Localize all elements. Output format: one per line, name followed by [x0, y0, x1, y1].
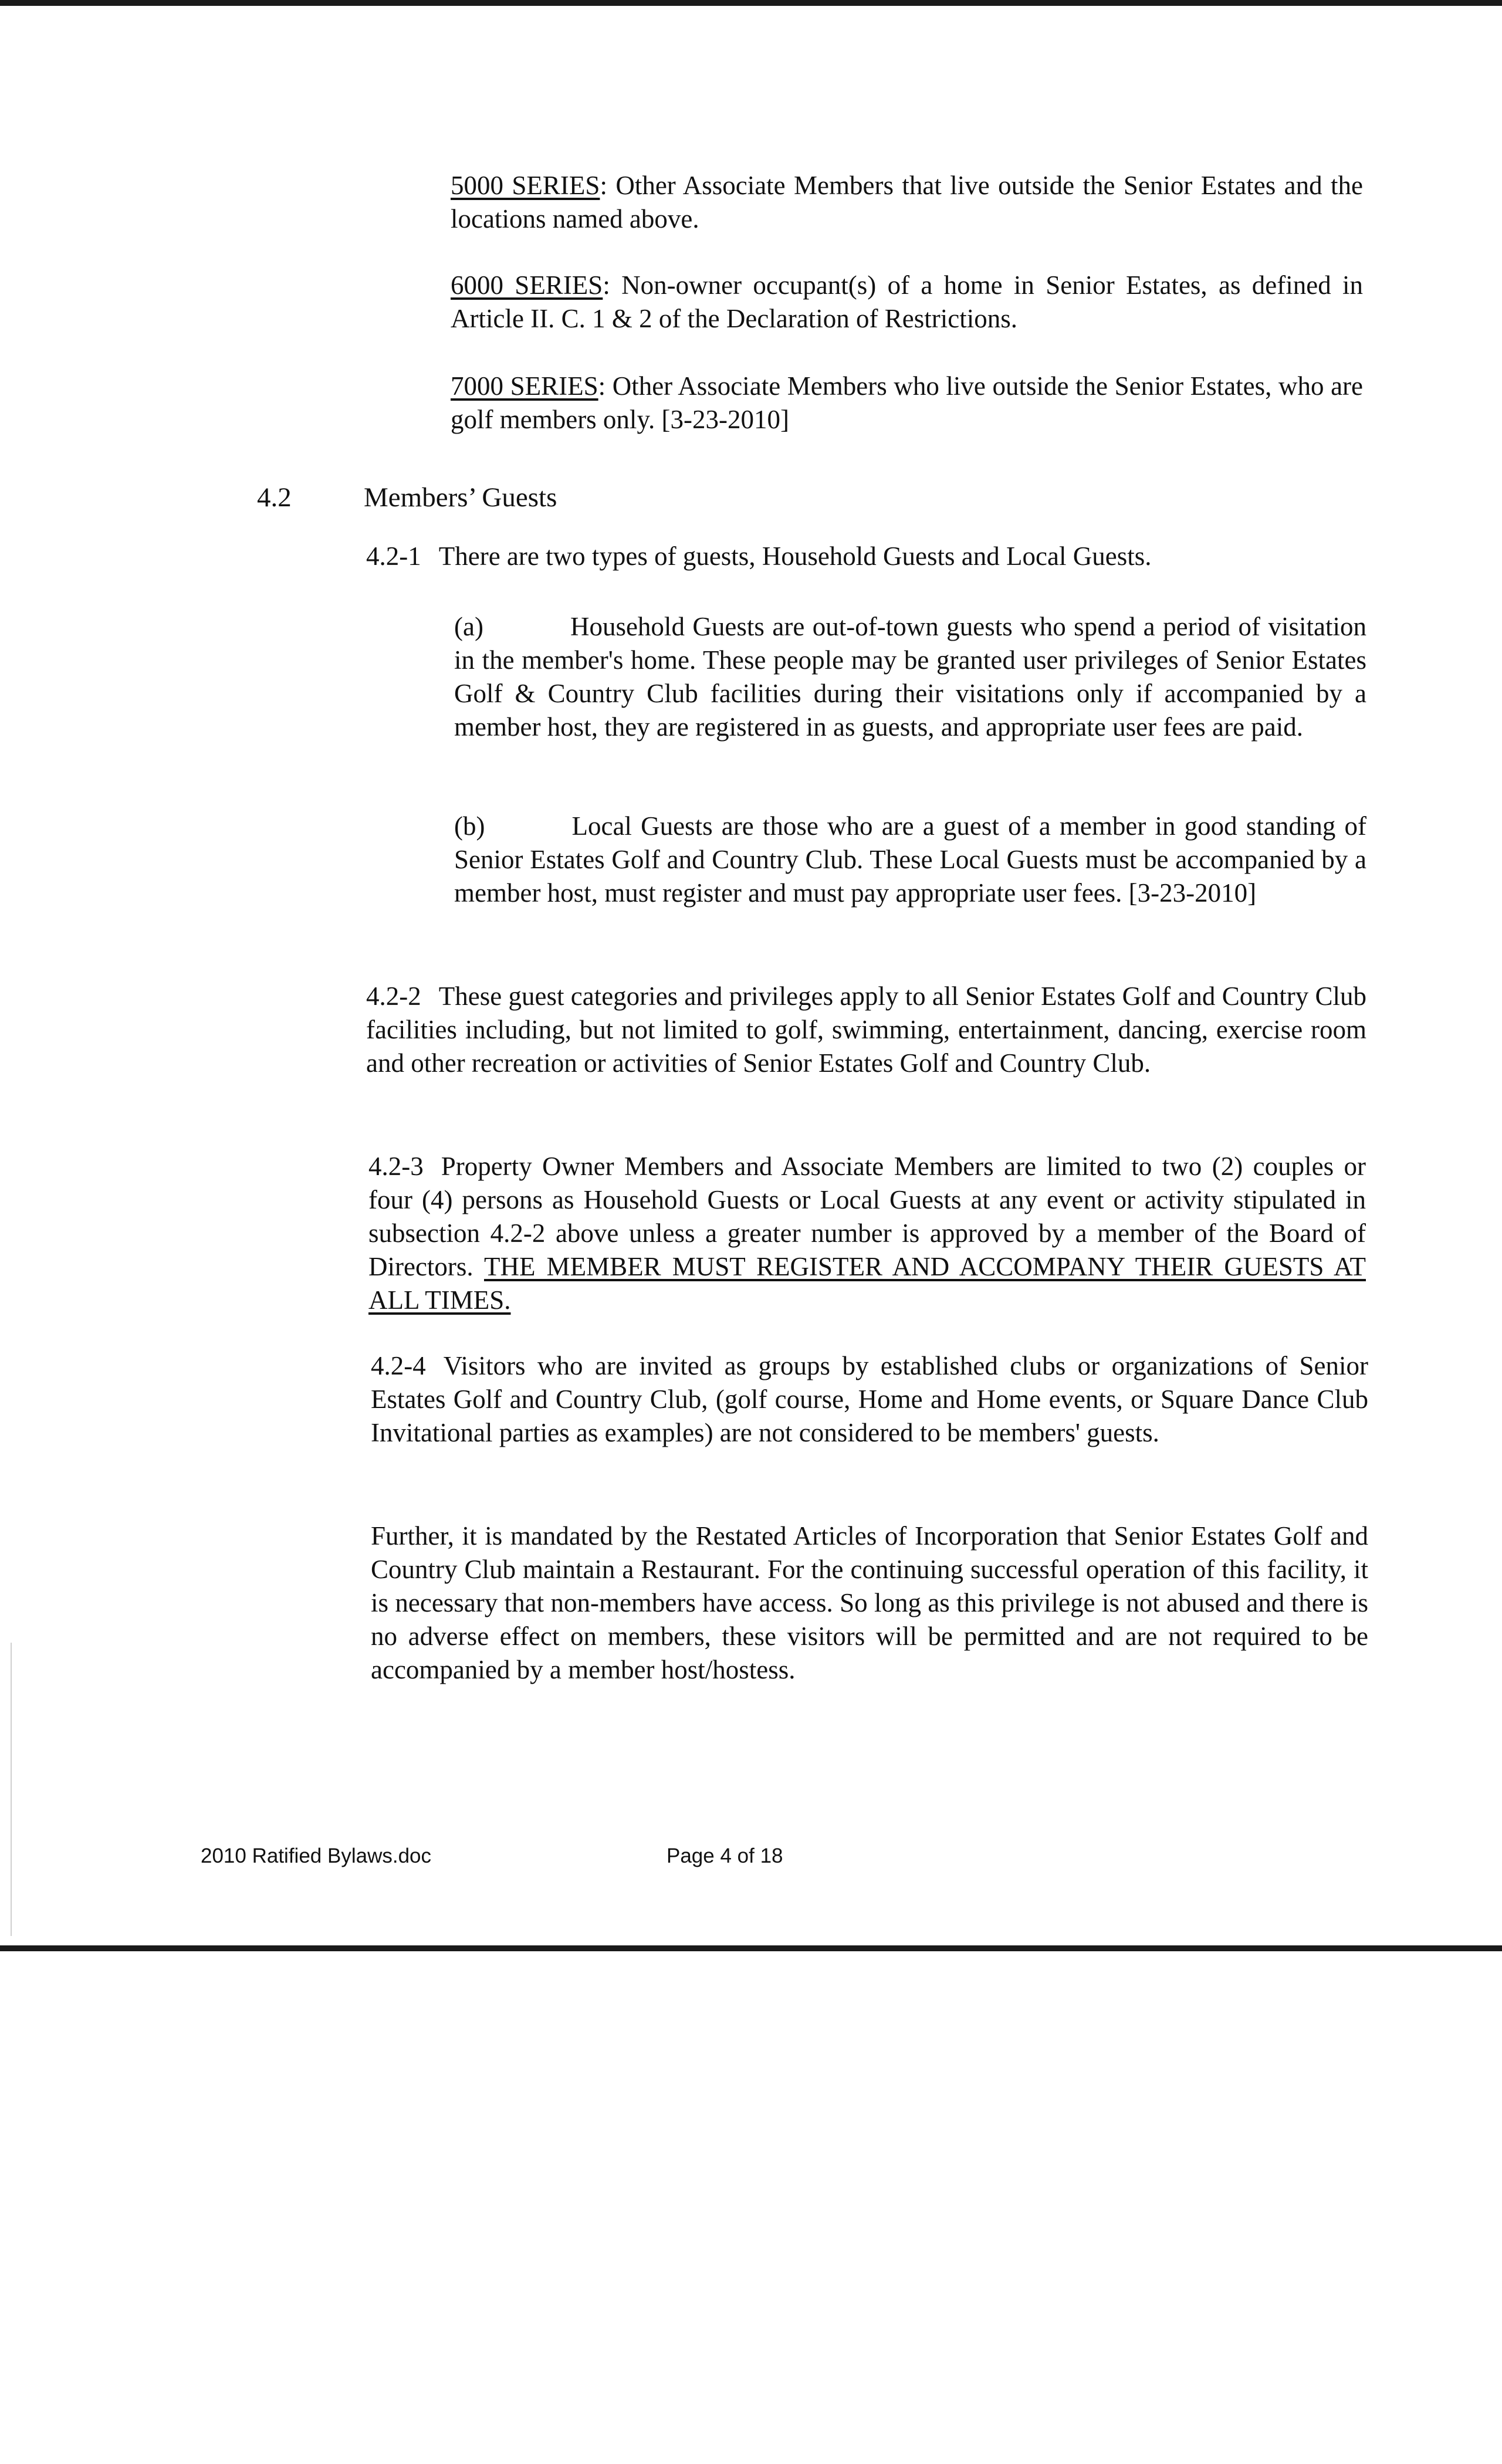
clause-b-marker: (b) [454, 811, 485, 841]
subsection-4-2-4-number: 4.2-4 [371, 1351, 426, 1380]
series-7000-label: 7000 SERIES [451, 371, 598, 401]
subsection-4-2-3-number: 4.2-3 [368, 1152, 424, 1181]
clause-a-marker: (a) [454, 612, 483, 641]
clause-a-text: Household Guests are out-of-town guests who spend a period of visitation in the member's home. These people may be granted user privileges of Senior Estates Golf & Country Club facilities during their visitations only if accompanied by a member host, they are registered in as guests, and appropriate user fees are paid. [454, 612, 1366, 742]
subsection-4-2-2 [366, 980, 1366, 1080]
clause-a-household-guests [454, 610, 1366, 744]
series-6000-label: 6000 SERIES [451, 270, 603, 300]
footer-filename: 2010 Ratified Bylaws.doc [201, 1844, 431, 1867]
scan-border-top [0, 0, 1502, 6]
series-5000-label: 5000 SERIES [451, 171, 600, 200]
series-7000-text: : Other Associate Members who live outside the Senior Estates, who are golf members only. [3-23-2010] [451, 371, 1363, 434]
subsection-4-2-4 [371, 1349, 1368, 1450]
scan-edge-left [11, 1643, 12, 1936]
footer-page-number: Page 4 of 18 [667, 1844, 783, 1867]
clause-b-text: Local Guests are those who are a guest of a member in good standing of Senior Estates Golf and Country Club. These Local Guests must be accompanied by a member host, must register and must pay appropriate user fees. [3-23-2010] [454, 811, 1366, 908]
subsection-4-2-3 [368, 1150, 1366, 1317]
subsection-4-2-4-text: Visitors who are invited as groups by established clubs or organizations of Senior Estates Golf and Country Club, (golf course, Home and Home events, or Square Dance Club Invitational parties as examples) are not considered to be members' guests. [371, 1351, 1368, 1447]
subsection-4-2-1-text: There are two types of guests, Household Guests and Local Guests. [438, 541, 1152, 571]
series-6000-text: : Non-owner occupant(s) of a home in Senior Estates, as defined in Article II. C. 1 & 2 of the Declaration of Restrictions. [451, 270, 1363, 333]
section-number: 4.2 [257, 482, 292, 513]
series-7000-paragraph [451, 370, 1363, 436]
scan-border-bottom [0, 1945, 1502, 1951]
subsection-4-2-3-emphasis: THE MEMBER MUST REGISTER AND ACCOMPANY THEIR GUESTS AT ALL TIMES. [368, 1252, 1366, 1315]
subsection-4-2-1 [366, 540, 1364, 573]
section-title: Members’ Guests [364, 482, 557, 513]
subsection-4-2-1-number: 4.2-1 [366, 541, 421, 571]
series-5000-text: : Other Associate Members that live outside the Senior Estates and the locations named above. [451, 171, 1363, 233]
series-6000-paragraph [451, 269, 1363, 336]
subsection-4-2-3-text: Property Owner Members and Associate Members are limited to two (2) couples or four (4) persons as Household Guests or Local Guests at any event or activity stipulated in subsection 4.2-2 above unless a greater number is approved by a member of the Board of Directors. [368, 1152, 1366, 1281]
series-5000-paragraph [451, 169, 1363, 236]
clause-b-local-guests [454, 810, 1366, 910]
restaurant-paragraph: Further, it is mandated by the Restated Articles of Incorporation that Senior Estates Golf and Country Club maintain a Restaurant. For the continuing successful operation of this facility, it is necessary that non-members have access. So long as this privilege is not abused and there is no adverse effect on members, these visitors will be permitted and are not required to be accompanied by a member host/hostess. [371, 1521, 1368, 1684]
subsection-4-2-2-number: 4.2-2 [366, 981, 421, 1011]
subsection-4-2-2-text: These guest categories and privileges apply to all Senior Estates Golf and Country Club facilities including, but not limited to golf, swimming, entertainment, dancing, exercise room and other recreation or activities of Senior Estates Golf and Country Club. [366, 981, 1366, 1078]
